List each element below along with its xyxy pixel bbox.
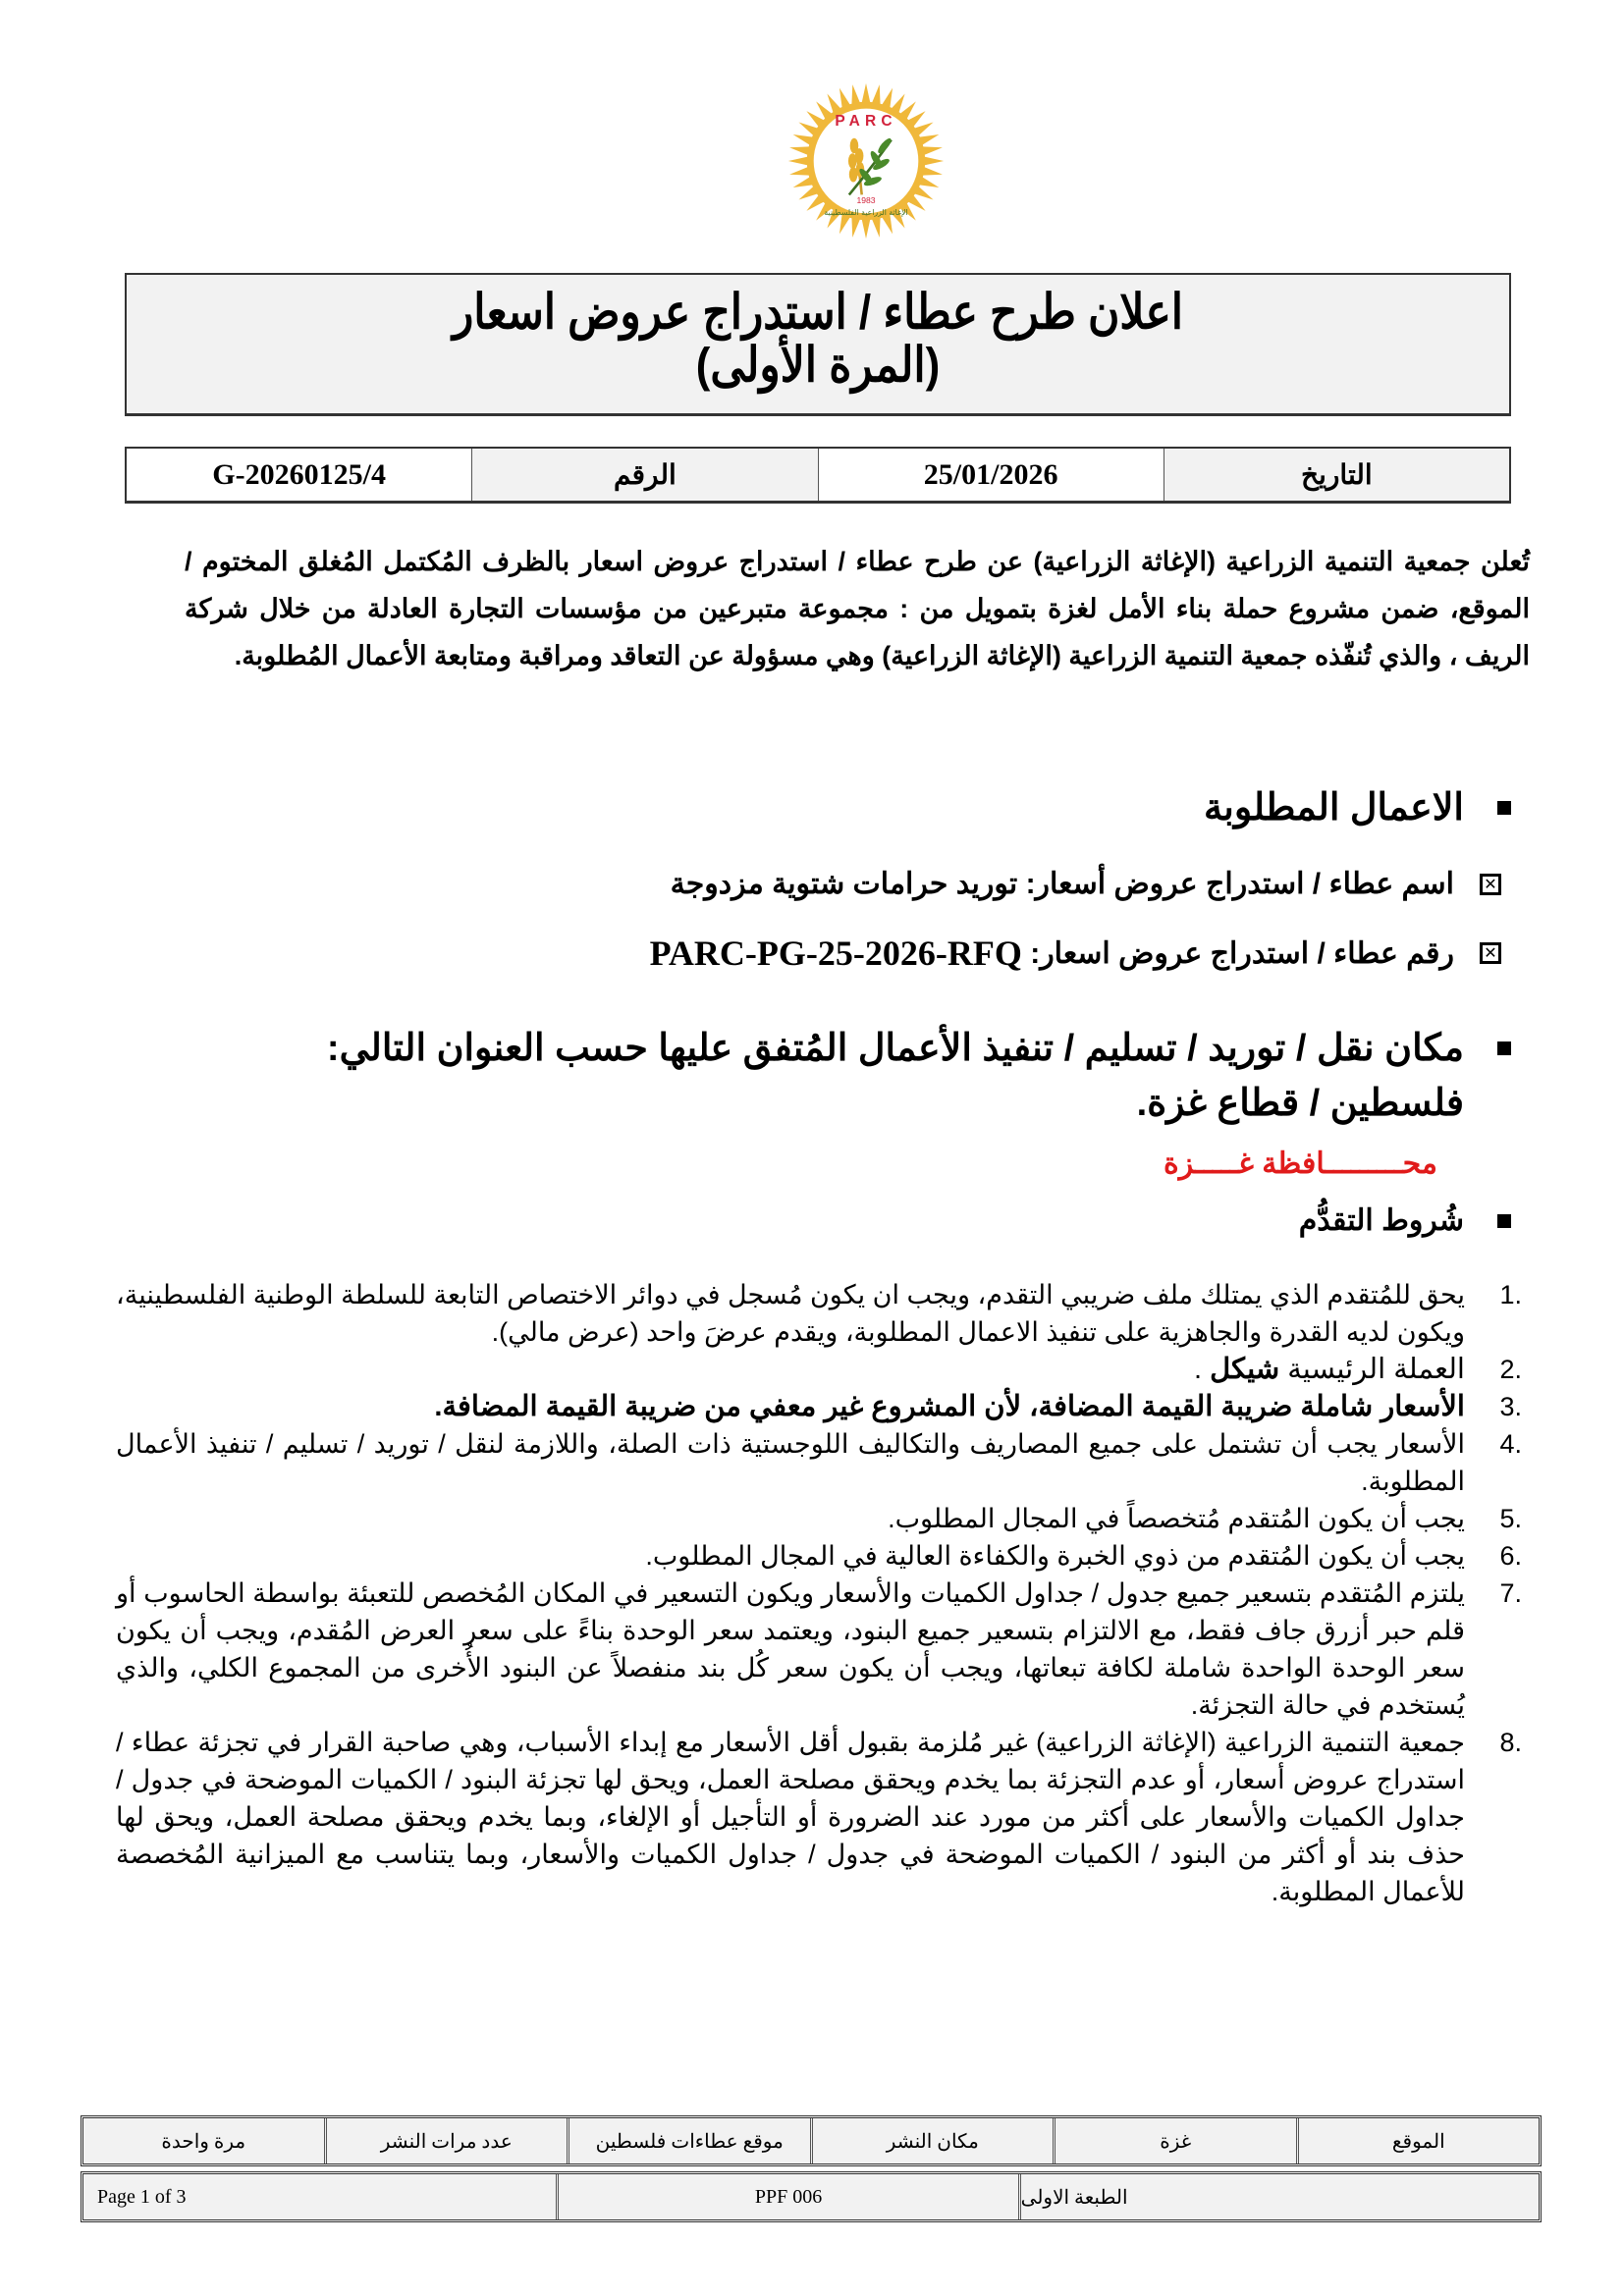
condition-number: 4. [1499, 1429, 1522, 1459]
date-label: التاريخ [1164, 449, 1509, 501]
reference-table [125, 447, 1511, 504]
required-works-title: الاعمال المطلوبة [1203, 787, 1464, 828]
edition-label: الطبعة الاولى [1018, 2174, 1539, 2219]
condition-number: 3. [1499, 1392, 1522, 1421]
intro-paragraph: تُعلن جمعية التنمية الزراعية (الإغاثة الزراعية) عن طرح عطاء / استدراج عروض اسعار بالظرف المُكتمل المُغلق المختوم / الموقع، ضمن مشروع حملة بناء الأمل لغزة بتمويل من : مجموعة متبرعين من مؤسسات التجارة العادلة من خلال شركة الريف ، والذي تُنفّذه جمعية التنمية الزراعية (الإغاثة الزراعية) وهي مسؤولة عن التعاقد ومراقبة ومتابعة الأعمال المُطلوبة. [185, 547, 1530, 670]
governorate-label: محـــــــــافظة غـــــزة [1164, 1148, 1437, 1180]
logo-text: PARC [835, 112, 897, 130]
location-value: غزة [1053, 2118, 1296, 2163]
condition-text [116, 1388, 1465, 1425]
square-bullet-icon [1497, 801, 1511, 815]
condition-item [116, 1351, 1522, 1388]
delivery-place-text: مكان نقل / توريد / تسليم / تنفيذ الأعمال المُتفق عليها حسب العنوان التالي: [326, 1028, 1464, 1069]
condition-item [116, 1388, 1522, 1425]
condition-text-plain: العملة الرئيسية [1279, 1354, 1465, 1385]
page-number: Page 1 of 3 [97, 2185, 187, 2208]
condition-text-plain: الأسعار [1373, 1391, 1465, 1422]
condition-text: يجب أن يكون المُتقدم مُتخصصاً في المجال المطلوب. [888, 1504, 1465, 1533]
form-code: PPF 006 [556, 2174, 1017, 2219]
condition-item [116, 1500, 1522, 1537]
condition-text: جمعية التنمية الزراعية (الإغاثة الزراعية) غير مُلزمة بقبول أقل الأسعار مع إبداء الأسباب، وهي صاحبة القرار في تجزئة عطاء / استدراج عروض أسعار، أو عدم التجزئة بما يخدم ويحقق مصلحة العمل، ويحق لها تجزئة البنود / الكميات الموضحة في جدول / جداول الكميات والأسعار على أكثر من مورد عند الضرورة أو التأجيل أو الإلغاء، وبما يخدم ويحقق مصلحة العمل، ويحق لها حذف بند أو أكثر من البنود / الكميات الموضحة في جدول / جداول الكميات والأسعار، وبما يتناسب مع الميزانية المُخصصة للأعمال المطلوبة. [116, 1728, 1465, 1906]
publish-place-value: موقع عطاءات فلسطين [567, 2118, 810, 2163]
announcement-round: (المرة الأولى) [695, 339, 941, 393]
logo-arabic-name: الإغاثة الزراعية الفلسطينية [824, 208, 908, 218]
condition-item [116, 1537, 1522, 1575]
checked-box-icon: ✕ [1480, 874, 1501, 895]
condition-text-after: . [1194, 1354, 1211, 1385]
publication-info-table [81, 2115, 1542, 2166]
tender-number-value: PARC-PG-25-2026-RFQ [649, 934, 1022, 973]
conditions-heading [1299, 1203, 1511, 1238]
announcement-title-box [125, 273, 1511, 416]
checked-box-icon: ✕ [1480, 942, 1501, 964]
delivery-region: فلسطين / قطاع غزة. [1136, 1083, 1464, 1124]
condition-item [116, 1724, 1522, 1910]
number-value: G-20260125/4 [212, 457, 386, 491]
condition-text: الأسعار يجب أن تشتمل على جميع المصاريف والتكاليف اللوجستية ذات الصلة، واللازمة لنقل / توريد / تسليم / تنفيذ الأعمال المطلوبة. [116, 1429, 1465, 1496]
publish-place-label: مكان النشر [810, 2118, 1054, 2163]
publish-count-value: مرة واحدة [161, 2130, 246, 2153]
condition-text: يحق للمُتقدم الذي يمتلك ملف ضريبي التقدم، ويجب ان يكون مُسجل في دوائر الاختصاص التابعة للسلطة الوطنية الفلسطينية، ويكون لديه القدرة والجاهزية على تنفيذ الاعمال المطلوبة، ويقدم عرضَ واحد (عرض مالي). [116, 1280, 1465, 1347]
condition-text: يلتزم المُتقدم بتسعير جميع جدول / جداول الكميات والأسعار ويكون التسعير في المكان المُخصص للتعبئة بواسطة الحاسوب أو قلم حبر أزرق جاف فقط، مع الالتزام بتسعير جميع البنود، ويعتمد سعر الوحدة بناءً على سعر العرض المُقدم، ويجب أن يكون سعر الوحدة الواحدة شاملة لكافة تبعاتها، ويجب أن يكون سعر كُل بند منفصلاً عن البنود الأُخرى من المجموع الكلي، والذي يُستخدم في حالة التجزئة. [116, 1578, 1465, 1720]
parc-logo [782, 77, 950, 245]
location-label: الموقع [1296, 2118, 1540, 2163]
condition-text-after: ، لأن المشروع غير معفي من ضريبة القيمة المضافة. [434, 1391, 1039, 1422]
tender-name-value: توريد حرامات شتوية مزدوجة [670, 868, 1018, 900]
tender-number-label: رقم عطاء / استدراج عروض اسعار: [1030, 936, 1454, 970]
condition-number: 6. [1499, 1541, 1522, 1571]
condition-item [116, 1276, 1522, 1351]
condition-item [116, 1425, 1522, 1500]
condition-number: 1. [1499, 1280, 1522, 1309]
publish-count-label: عدد مرات النشر [324, 2118, 568, 2163]
conditions-list [116, 1276, 1522, 1910]
page-footer-table [81, 2171, 1542, 2222]
condition-number: 8. [1499, 1728, 1522, 1757]
required-works-heading [1204, 785, 1511, 829]
number-label: الرقم [471, 449, 817, 501]
square-bullet-icon [1497, 1041, 1511, 1055]
logo-year: 1983 [856, 195, 876, 205]
condition-text: يجب أن يكون المُتقدم من ذوي الخبرة والكفاءة العالية في المجال المطلوب. [645, 1541, 1465, 1571]
tender-name-label: اسم عطاء / استدراج عروض أسعار: [1025, 868, 1454, 900]
announcement-title: اعلان طرح عطاء / استدراج عروض اسعار [452, 286, 1184, 340]
condition-item [116, 1575, 1522, 1724]
condition-number: 7. [1499, 1578, 1522, 1608]
square-bullet-icon [1497, 1214, 1511, 1228]
condition-number: 5. [1499, 1504, 1522, 1533]
currency-value: شيكل [1210, 1354, 1280, 1385]
tender-number-line [650, 933, 1501, 974]
vat-inclusive-text: شاملة ضريبة القيمة المضافة [1038, 1391, 1374, 1422]
tender-name-line [671, 867, 1501, 901]
date-value: 25/01/2026 [818, 449, 1164, 501]
condition-text [116, 1351, 1465, 1388]
condition-number: 2. [1499, 1355, 1522, 1384]
delivery-place [107, 1021, 1511, 1131]
conditions-title: شُروط التقدُّم [1298, 1204, 1464, 1237]
